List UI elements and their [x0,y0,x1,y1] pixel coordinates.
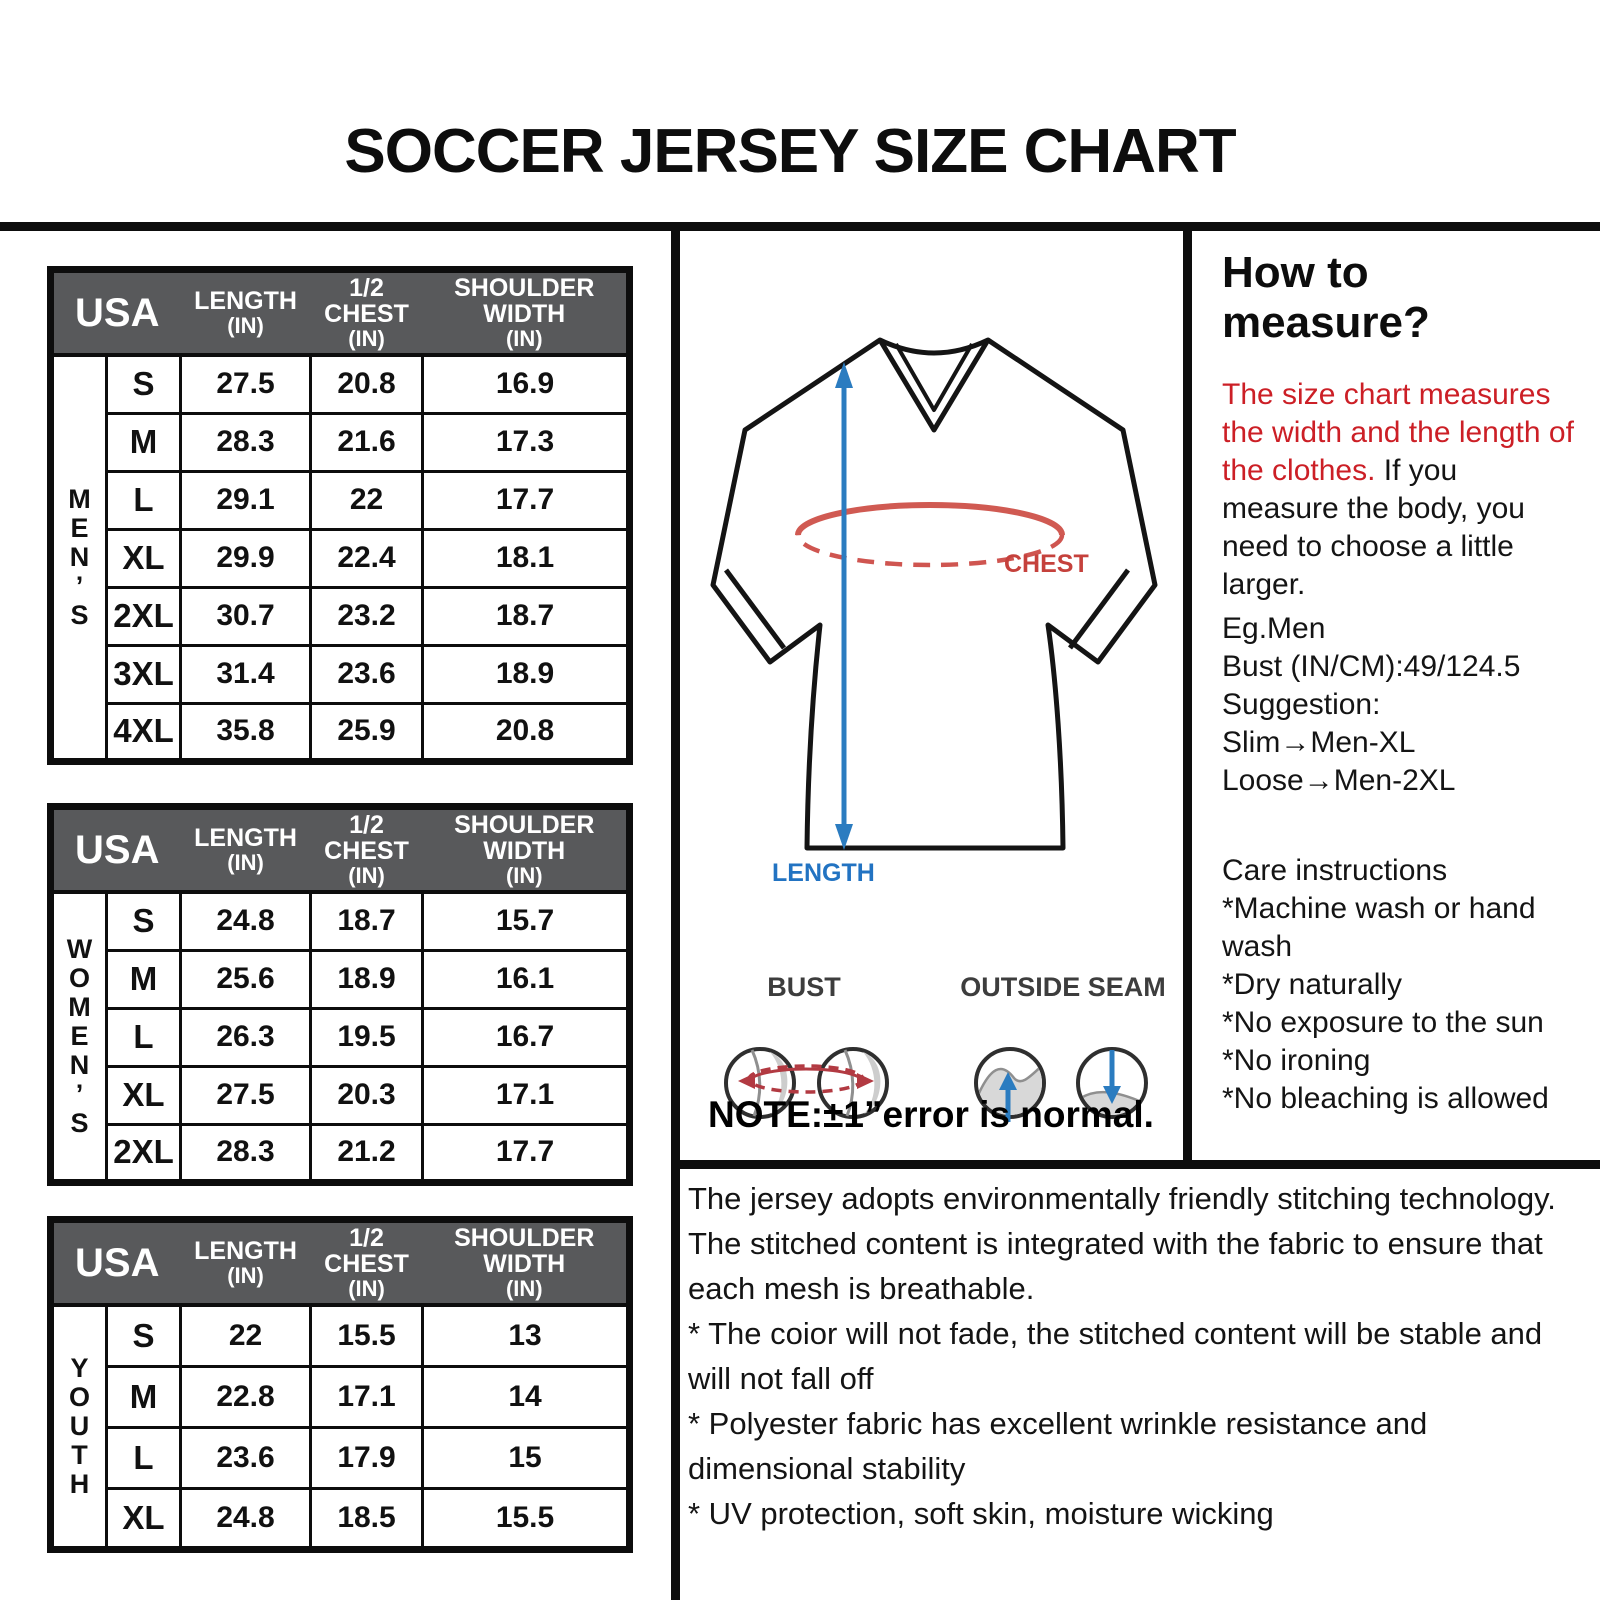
size-row [51,703,630,761]
shoulder-cell: 20.8 [423,703,630,761]
chest-header: 1/2 CHEST (IN) [311,1220,423,1306]
chest-cell: 18.7 [311,892,423,950]
youth-group-label: Y O U T H [51,1305,107,1549]
chest-cell: 17.1 [311,1366,423,1427]
measure-example-block [1222,610,1580,800]
description-bullet: * The coior will not fade, the stitched content will be stable and will not fall off [688,1316,1543,1396]
chest-label: CHEST [1004,550,1089,578]
care-line: *Dry naturally [1222,968,1403,1001]
youth-size-table [47,1216,633,1553]
how-to-measure-heading: How to measure? [1222,248,1430,347]
shoulder-cell: 16.1 [423,950,630,1008]
size-row [51,1366,630,1427]
description-bullet: * Polyester fabric has excellent wrinkle resistance and dimensional stability [688,1406,1428,1486]
shoulder-cell: 15 [423,1427,630,1488]
chest-cell: 19.5 [311,1008,423,1066]
length-header: LENGTH (IN) [181,1220,311,1306]
shoulder-cell: 14 [423,1366,630,1427]
care-line: *No exposure to the sun [1222,1006,1544,1039]
length-cell: 28.3 [181,413,311,471]
product-description [688,1176,1568,1536]
size-cell: M [107,413,181,471]
chest-header: 1/2 CHEST (IN) [311,807,423,893]
right-vertical-divider [1183,222,1192,1169]
shoulder-cell: 18.9 [423,645,630,703]
shoulder-header: SHOULDER WIDTH (IN) [423,270,630,356]
size-cell: 4XL [107,703,181,761]
top-divider-line [0,222,1600,231]
table-header-row [51,1220,630,1306]
length-cell: 29.9 [181,529,311,587]
size-row [51,1427,630,1488]
example-line: Suggestion: [1222,688,1381,721]
shoulder-cell: 15.7 [423,892,630,950]
chest-cell: 23.2 [311,587,423,645]
usa-header: USA [51,1220,181,1306]
length-cell: 23.6 [181,1427,311,1488]
womens-size-table [47,803,633,1186]
length-label: LENGTH [772,859,875,887]
care-line: *Machine wash or hand wash [1222,892,1536,963]
left-vertical-divider [671,222,680,1600]
size-row [51,355,630,413]
care-heading: Care instructions [1222,854,1448,887]
shoulder-cell: 16.9 [423,355,630,413]
size-cell: L [107,471,181,529]
size-row [51,1305,630,1366]
example-line: Loose→Men-2XL [1222,764,1456,797]
length-header: LENGTH (IN) [181,270,311,356]
length-cell: 26.3 [181,1008,311,1066]
chest-cell: 18.5 [311,1488,423,1549]
chest-cell: 18.9 [311,950,423,1008]
bottom-divider-line [671,1160,1600,1169]
size-cell: L [107,1427,181,1488]
size-row [51,471,630,529]
length-cell: 24.8 [181,892,311,950]
size-row [51,1008,630,1066]
example-line: Eg.Men [1222,612,1326,645]
length-header: LENGTH (IN) [181,807,311,893]
size-row [51,1124,630,1182]
usa-header: USA [51,807,181,893]
length-cell: 24.8 [181,1488,311,1549]
mens-group-label: M E N ’ S [51,355,107,761]
chest-header: 1/2 CHEST (IN) [311,270,423,356]
care-instructions-block [1222,852,1592,1118]
bust-label: BUST [767,972,841,1002]
shoulder-cell: 17.7 [423,471,630,529]
tolerance-note: NOTE:±1”error is normal. [708,1094,1154,1135]
table-header-row [51,807,630,893]
size-row [51,587,630,645]
description-bullet: * UV protection, soft skin, moisture wicking [688,1496,1274,1531]
size-row [51,1488,630,1549]
chest-cell: 22 [311,471,423,529]
length-cell: 28.3 [181,1124,311,1182]
length-cell: 27.5 [181,355,311,413]
length-cell: 22 [181,1305,311,1366]
example-line: Slim→Men-XL [1222,726,1416,759]
length-cell: 35.8 [181,703,311,761]
chest-cell: 21.2 [311,1124,423,1182]
size-cell: XL [107,1488,181,1549]
size-cell: L [107,1008,181,1066]
intro-black-text: If you measure the body, you need to choose a little larger. [1222,454,1525,601]
size-cell: S [107,1305,181,1366]
shoulder-cell: 17.7 [423,1124,630,1182]
description-paragraph: The jersey adopts environmentally friendly stitching technology. The stitched content is integrated with the fabric to ensure that each mesh is breathable. [688,1181,1556,1306]
care-line: *No bleaching is allowed [1222,1082,1549,1115]
size-row [51,1066,630,1124]
womens-group-label: W O M E N ’ S [51,892,107,1182]
jersey-outline [713,340,1155,848]
example-line: Bust (IN/CM):49/124.5 [1222,650,1521,683]
size-cell: XL [107,1066,181,1124]
shoulder-cell: 17.1 [423,1066,630,1124]
chest-cell: 20.3 [311,1066,423,1124]
shoulder-cell: 17.3 [423,413,630,471]
chest-cell: 25.9 [311,703,423,761]
length-cell: 22.8 [181,1366,311,1427]
size-row [51,645,630,703]
length-cell: 27.5 [181,1066,311,1124]
care-line: *No ironing [1222,1044,1371,1077]
table-header-row [51,270,630,356]
chest-cell: 15.5 [311,1305,423,1366]
outside-seam-label: OUTSIDE SEAM [960,972,1166,1002]
shoulder-cell: 16.7 [423,1008,630,1066]
size-row [51,950,630,1008]
size-cell: 3XL [107,645,181,703]
length-cell: 31.4 [181,645,311,703]
shoulder-cell: 13 [423,1305,630,1366]
size-row [51,529,630,587]
shoulder-cell: 18.7 [423,587,630,645]
how-to-measure-intro [1222,376,1580,604]
size-cell: XL [107,529,181,587]
chest-cell: 23.6 [311,645,423,703]
mens-size-table [47,266,633,765]
shoulder-cell: 18.1 [423,529,630,587]
size-cell: M [107,1366,181,1427]
size-cell: S [107,892,181,950]
chest-cell: 20.8 [311,355,423,413]
intro-red-text: The size chart measures the width and the length of the clothes. [1222,378,1574,487]
usa-header: USA [51,270,181,356]
size-cell: 2XL [107,1124,181,1182]
size-cell: 2XL [107,587,181,645]
how-to-measure-section [1222,248,1580,604]
size-cell: S [107,355,181,413]
shoulder-header: SHOULDER WIDTH (IN) [423,1220,630,1306]
size-cell: M [107,950,181,1008]
size-row [51,413,630,471]
length-cell: 30.7 [181,587,311,645]
length-cell: 29.1 [181,471,311,529]
chest-cell: 22.4 [311,529,423,587]
jersey-measurement-diagram [692,330,1162,890]
shoulder-cell: 15.5 [423,1488,630,1549]
chest-cell: 21.6 [311,413,423,471]
page-title: SOCCER JERSEY SIZE CHART [344,117,1236,186]
shoulder-header: SHOULDER WIDTH (IN) [423,807,630,893]
chest-cell: 17.9 [311,1427,423,1488]
size-row [51,892,630,950]
length-cell: 25.6 [181,950,311,1008]
